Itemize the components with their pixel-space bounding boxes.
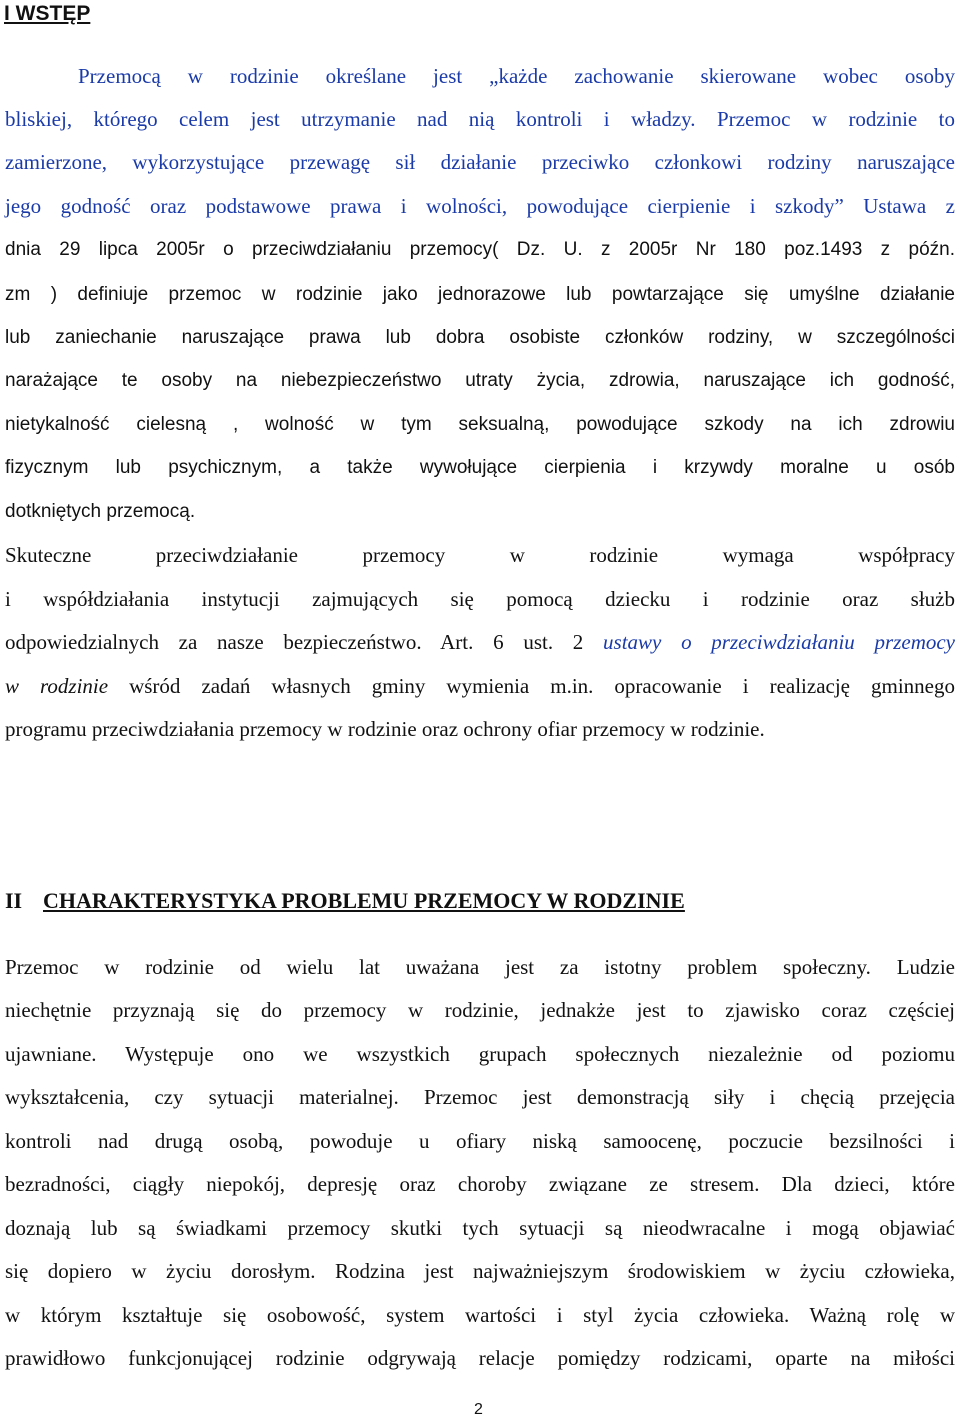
paragraph-line: bezradności, ciągły niepokój, depresję oraz choroby związane ze stresem. Dla dzieci, które xyxy=(5,1172,955,1196)
paragraph-line: jego godność oraz podstawowe prawa i wolności, powodujące cierpienie i szkody” Ustawa z xyxy=(5,194,955,218)
paragraph-line: w którym kształtuje się osobowość, system wartości i styl życia człowieka. Ważną rolę w xyxy=(5,1303,955,1327)
paragraph-line-with-article xyxy=(5,674,955,698)
section-number: II xyxy=(5,888,23,913)
paragraph-line: dnia 29 lipca 2005r o przeciwdziałaniu przemocy( Dz. U. z 2005r Nr 180 poz.1493 z późn. xyxy=(5,239,955,260)
paragraph-line: zm ) definiuje przemoc w rodzinie jako jednorazowe lub powtarzające się umyślne działanie xyxy=(5,284,955,305)
paragraph-line: nietykalność cielesną , wolność w tym seksualną, powodujące szkody na ich zdrowiu xyxy=(5,414,955,435)
paragraph-line: doznają lub są świadkami przemocy skutki tych sytuacji są nieodwracalne i mogą objawiać xyxy=(5,1216,955,1240)
paragraph-line: niechętnie przyznają się do przemocy w rodzinie, jednakże jest to zjawisko coraz częściej xyxy=(5,998,955,1022)
paragraph-line: bliskiej, którego celem jest utrzymanie nad nią kontroli i władzy. Przemoc w rodzinie to xyxy=(5,107,955,131)
paragraph-line: się dopiero w życiu dorosłym. Rodzina jest najważniejszym środowiskiem w życiu człowieka, xyxy=(5,1259,955,1283)
section-title: CHARAKTERYSTYKA PROBLEMU PRZEMOCY W RODZINIE xyxy=(43,888,685,913)
paragraph-text: wśród zadań własnych gminy wymienia m.in. opracowanie i realizację gminnego xyxy=(129,674,955,698)
paragraph-line: narażające te osoby na niebezpieczeństwo utraty życia, zdrowia, naruszające ich godność, xyxy=(5,370,955,391)
paragraph-line: programu przeciwdziałania przemocy w rodzinie oraz ochrony ofiar przemocy w rodzinie. xyxy=(5,717,765,741)
paragraph-line: Skuteczne przeciwdziałanie przemocy w rodzinie wymaga współpracy xyxy=(5,543,955,567)
page-number: 2 xyxy=(474,1401,483,1418)
paragraph-line: lub zaniechanie naruszające prawa lub dobra osobiste członków rodziny, w szczególności xyxy=(5,327,955,348)
paragraph-line: zamierzone, wykorzystujące przewagę sił działanie przeciwko członkowi rodziny naruszające xyxy=(5,150,955,174)
paragraph-line: Przemocą w rodzinie określane jest „każde zachowanie skierowane wobec osoby xyxy=(78,64,955,88)
paragraph-line: dotkniętych przemocą. xyxy=(5,501,196,522)
paragraph-text: odpowiedzialnych za nasze bezpieczeństwo. Art. 6 ust. 2 xyxy=(5,630,584,654)
statute-title-italic: ustawy o przeciwdziałaniu przemocy xyxy=(603,630,956,654)
paragraph-line: fizycznym lub psychicznym, a także wywołujące cierpienia i krzywdy moralne u osób xyxy=(5,457,955,478)
section-heading-wstep: I WSTĘP xyxy=(4,2,91,25)
paragraph-line: prawidłowo funkcjonującej rodzinie odgrywają relacje pomiędzy rodzicami, oparte na miłości xyxy=(5,1346,955,1370)
section-heading-charakterystyka xyxy=(5,888,685,914)
paragraph-line: kontroli nad drugą osobą, powoduje u ofiary niską samoocenę, poczucie bezsilności i xyxy=(5,1129,955,1153)
paragraph-line: ujawniane. Występuje ono we wszystkich grupach społecznych niezależnie od poziomu xyxy=(5,1042,955,1066)
paragraph-line-with-article xyxy=(5,630,955,654)
statute-title-italic: w rodzinie xyxy=(5,674,109,698)
paragraph-line: Przemoc w rodzinie od wielu lat uważana jest za istotny problem społeczny. Ludzie xyxy=(5,955,955,979)
paragraph-line: i współdziałania instytucji zajmujących się pomocą dziecku i rodzinie oraz służb xyxy=(5,587,955,611)
paragraph-line: wykształcenia, czy sytuacji materialnej. Przemoc jest demonstracją siły i chęcią przejęcia xyxy=(5,1085,955,1109)
